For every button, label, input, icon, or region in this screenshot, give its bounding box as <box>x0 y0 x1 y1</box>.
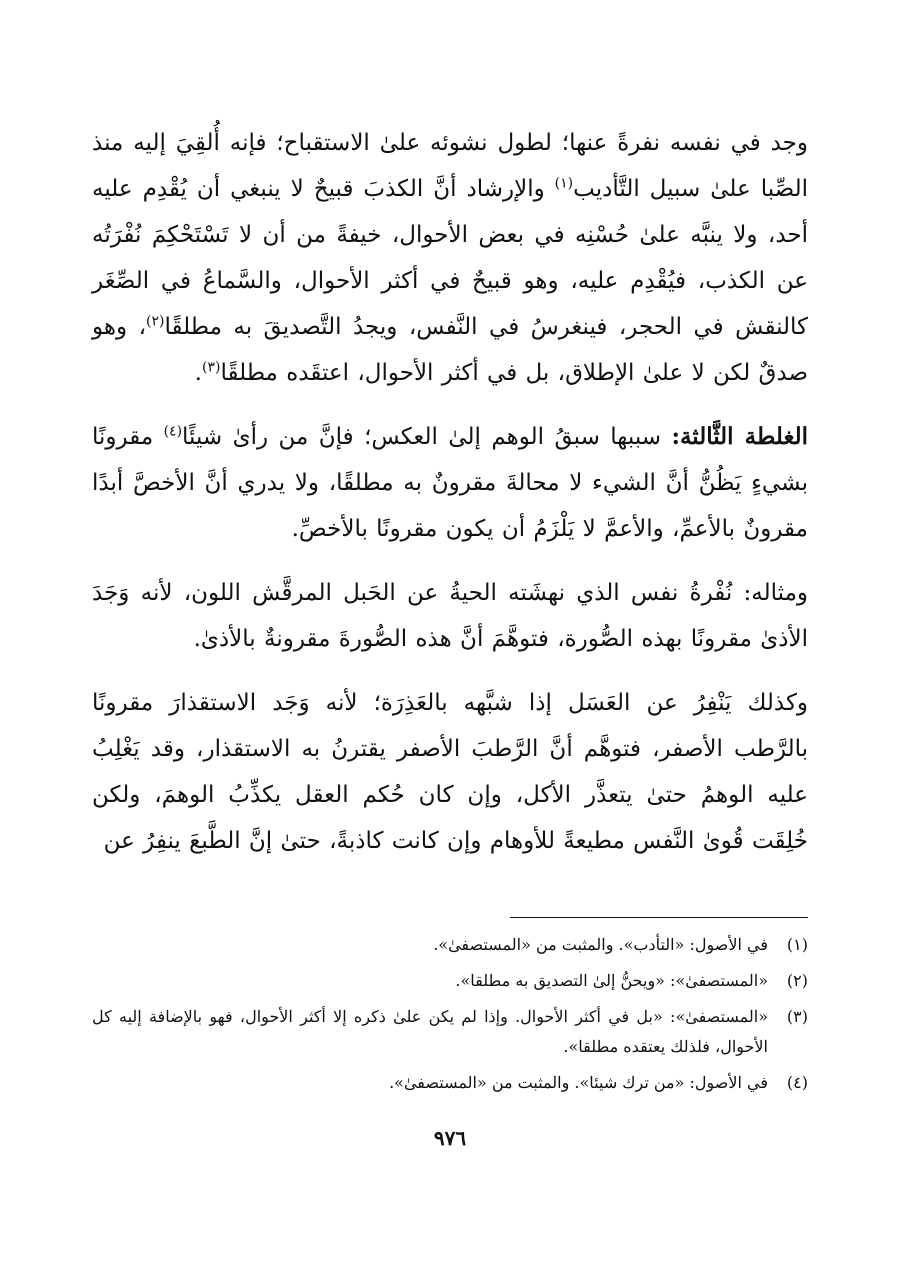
footnote <box>92 930 808 960</box>
paragraph-4: وكذلك يَنْفِرُ عن العَسَل إذا شبَّهه بالعَذِرَة؛ لأنه وَجَد الاستقذارَ مقرونًا بالرَّطب الأصفر، فتوهَّم أنَّ الرَّطبَ الأصفر يقترنُ به الاستقذار، وقد يَغْلِبُ عليه الوهمُ حتىٰ يتعذَّر الأكل، وإن كان حُكم العقل يكذِّبُ الوهمَ، ولكن خُلِقَت قُوىٰ النَّفس مطيعةً للأوهام وإن كانت كاذبةً، حتىٰ إنَّ الطَّبعَ ينفِرُ عن <box>92 690 808 854</box>
paragraph-2-text-a: سببها سبقُ الوهم إلىٰ العكس؛ فإنَّ من رأىٰ شيئًا <box>182 424 672 450</box>
footnote-ref-2: (٢) <box>146 313 165 330</box>
paragraph-2 <box>92 414 808 552</box>
paragraph-3: ومثاله: نُفْرةُ نفس الذي نهشَته الحيةُ عن الحَبل المرقَّش اللون، لأنه وَجَدَ الأذىٰ مقرونًا بهذه الصُّورة، فتوهَّمَ أنَّ هذه الصُّورةَ مقرونةٌ بالأذىٰ. <box>92 580 808 652</box>
footnote <box>92 1002 808 1062</box>
footnote-number: (٤) <box>786 1073 808 1092</box>
paragraph-1 <box>92 120 808 396</box>
footnote-text: «المستصفىٰ»: «ويحنُّ إلىٰ التصديق به مطلقا». <box>455 971 768 990</box>
footnotes <box>92 930 808 1104</box>
footnote-text: في الأصول: «من ترك شيئا». والمثبت من «المستصفىٰ». <box>389 1073 768 1092</box>
footnote <box>92 966 808 996</box>
paragraph-1-text-b: والإرشاد أنَّ الكذبَ قبيحٌ لا ينبغي أن يُقْدِم عليه أحد، ولا ينبَّه علىٰ حُسْنِه في بعض الأحوال، خيفةً من أن لا تَسْتَحْكِمَ نُفْرَتُه عن الكذب، فيُقْدِم عليه، وهو قبيحٌ في أكثر الأحوال، والسَّماعُ في الصِّغَر كالنقش في الحجر، فينغرسُ في النَّفس، ويجدُ التَّصديقَ به مطلقًا <box>92 176 808 340</box>
paragraph-1-text-c: ، وهو صدقٌ لكن لا علىٰ الإطلاق، بل في أكثر الأحوال، اعتقَده مطلقًا <box>92 314 808 386</box>
paragraph-1-text-d: . <box>194 360 202 386</box>
footnote-divider <box>510 917 808 918</box>
footnote <box>92 1068 808 1098</box>
footnote-text: «المستصفىٰ»: «بل في أكثر الأحوال. وإذا لم يكن علىٰ ذكره إلا أكثر الأحوال، فهو بالإضافة إليه كل الأحوال، فلذلك يعتقده مطلقا». <box>92 1007 768 1056</box>
footnote-number: (١) <box>786 935 808 954</box>
footnote-number: (٣) <box>786 1007 808 1026</box>
footnote-ref-4: (٤) <box>163 423 183 440</box>
footnote-ref-1: (١) <box>554 175 574 192</box>
page-number: ٩٧٦ <box>433 1126 467 1150</box>
section-heading: الغلطة الثَّالثة: <box>671 423 808 450</box>
paragraph-1-text-a: وجد في نفسه نفرةً عنها؛ لطول نشوئه علىٰ الاستقباح؛ فإنه أُلقِيَ إليه منذ الصِّبا علىٰ سبيل التَّأديب <box>92 130 808 202</box>
footnote-number: (٢) <box>786 971 808 990</box>
footnote-ref-3: (٣) <box>201 359 221 376</box>
footnote-text: في الأصول: «التأدب». والمثبت من «المستصفىٰ». <box>433 935 768 954</box>
paragraph-2-text-b: مقرونًا بشيءٍ يَظُنُّ أنَّ الشيء لا محالةَ مقرونٌ به مطلقًا، ولا يدري أنَّ الأخصَّ أبدًا مقرونٌ بالأعمِّ، والأعمَّ لا يَلْزَمُ أن يكون مقرونًا بالأخصِّ. <box>92 424 808 542</box>
